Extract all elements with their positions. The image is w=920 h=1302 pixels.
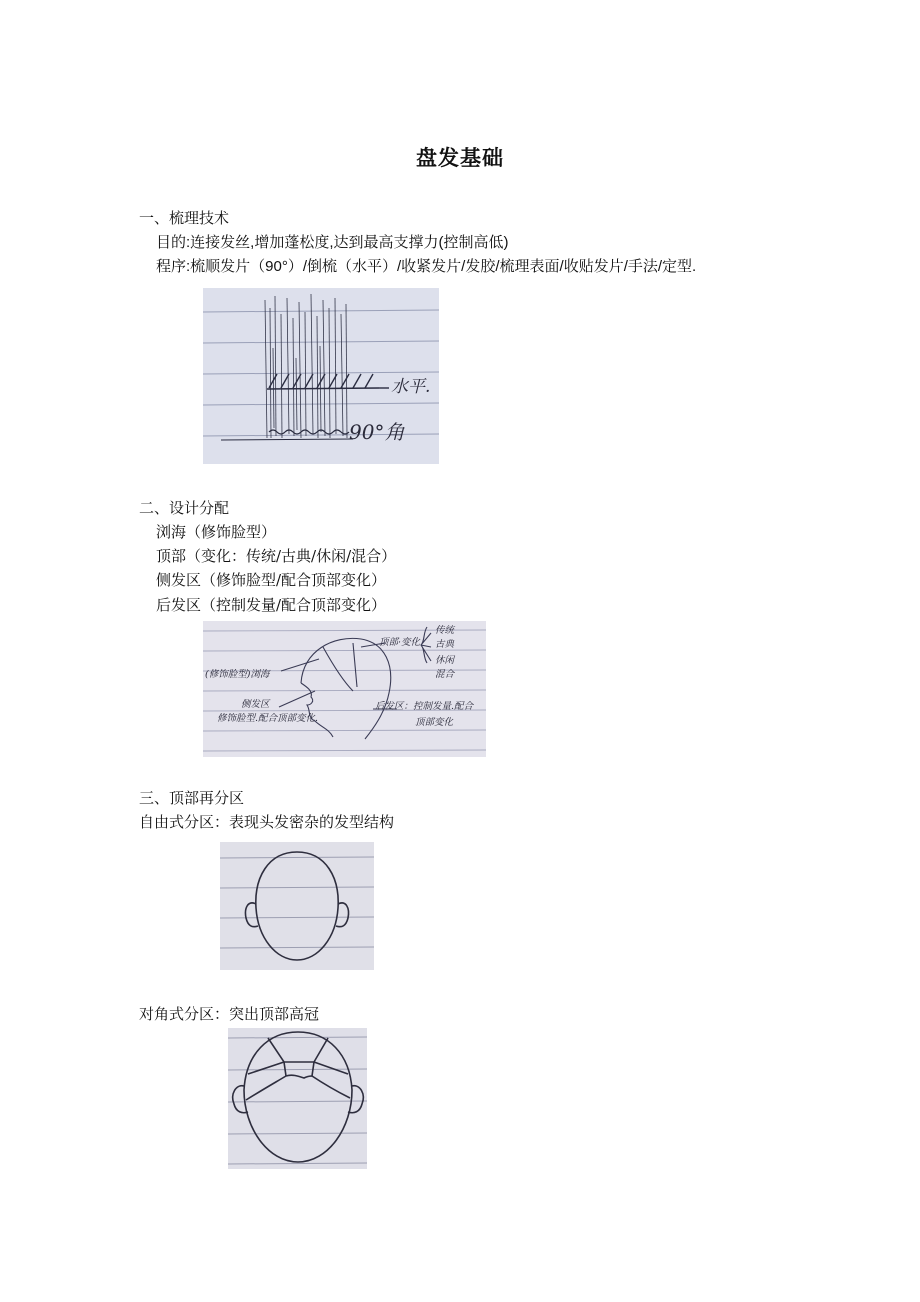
design-item-side: 侧发区（修饰脸型/配合顶部变化） [156, 571, 387, 589]
combing-sketch [203, 288, 439, 464]
diagonal-partition-text: 对角式分区：突出顶部高冠 [139, 1005, 320, 1023]
label-top-change: 顶部·变化 [379, 637, 421, 648]
label-branch-traditional: 传统 [435, 625, 455, 636]
page-title: 盘发基础 [416, 146, 504, 170]
label-branch-mixed: 混合 [435, 669, 455, 680]
section-heading-top-partition: 三、顶部再分区 [139, 789, 245, 807]
free-partition-sketch [220, 842, 374, 970]
design-sketch [203, 621, 486, 757]
design-item-back: 后发区（控制发量/配合顶部变化） [156, 596, 387, 614]
label-branch-classic: 古典 [435, 639, 455, 650]
label-back-line2: 顶部变化 [415, 717, 454, 728]
label-back-line1: 后发区：控制发量.配合 [375, 701, 474, 712]
label-side-desc: 修饰脸型.配合顶部变化. [217, 713, 319, 724]
label-side-title: 侧发区 [241, 699, 270, 710]
section-heading-combing: 一、梳理技术 [139, 209, 230, 227]
design-item-bangs: 浏海（修饰脸型） [156, 523, 277, 541]
label-branch-casual: 休闲 [435, 655, 455, 666]
combing-purpose: 目的:连接发丝,增加蓬松度,达到最高支撑力(控制高低) [156, 234, 509, 251]
section-heading-design: 二、设计分配 [139, 499, 230, 517]
sketch-label-horizontal: 水平. [391, 377, 431, 397]
design-item-top: 顶部（变化：传统/古典/休闲/混合） [156, 547, 397, 565]
diagonal-partition-sketch [228, 1028, 367, 1169]
sketch-label-angle: 90°角 [349, 420, 405, 444]
free-partition-text: 自由式分区：表现头发密杂的发型结构 [139, 813, 395, 831]
combing-procedure: 程序:梳顺发片（90°）/倒梳（水平）/收紧发片/发胶/梳理表面/收贴发片/手法/定型. [156, 258, 697, 275]
label-bangs: (修饰脸型)浏海 [205, 669, 270, 680]
